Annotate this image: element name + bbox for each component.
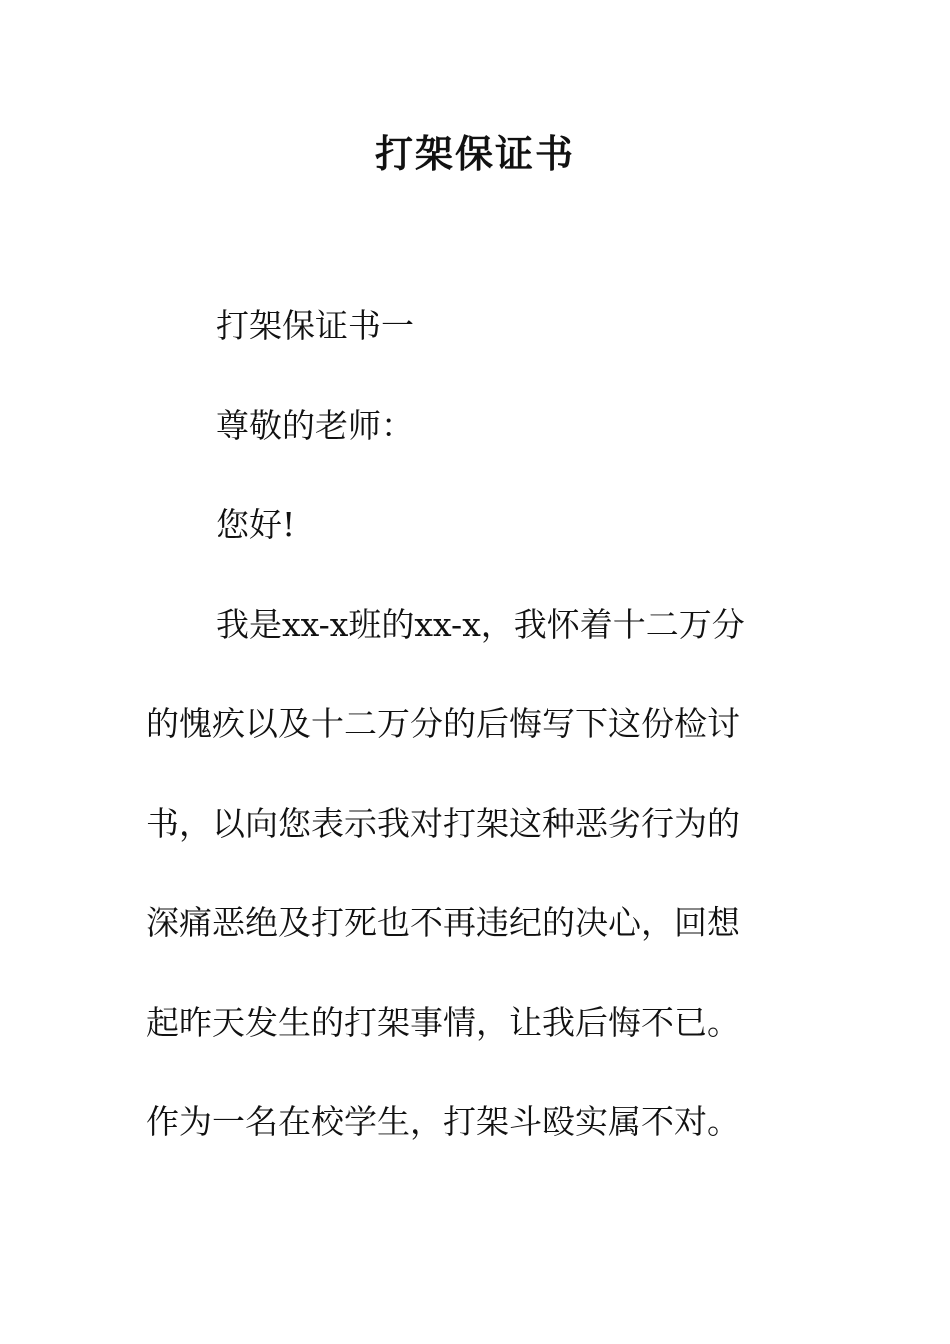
body-line-4: 深痛恶绝及打死也不再违纪的决心，回想 <box>146 903 740 942</box>
body-line-5: 起昨天发生的打架事情，让我后悔不已。 <box>146 1003 740 1042</box>
salutation: 尊敬的老师： <box>216 406 414 445</box>
section-heading: 打架保证书一 <box>216 306 414 345</box>
body-line-6: 作为一名在校学生，打架斗殴实属不对。 <box>146 1102 740 1141</box>
document-title: 打架保证书 <box>374 131 575 176</box>
greeting: 您好! <box>216 505 296 544</box>
body-line-1: 我是xx-x班的xx-x，我怀着十二万分 <box>216 605 745 644</box>
body-line-3: 书，以向您表示我对打架这种恶劣行为的 <box>146 804 740 843</box>
body-line-2: 的愧疚以及十二万分的后悔写下这份检讨 <box>146 704 740 743</box>
